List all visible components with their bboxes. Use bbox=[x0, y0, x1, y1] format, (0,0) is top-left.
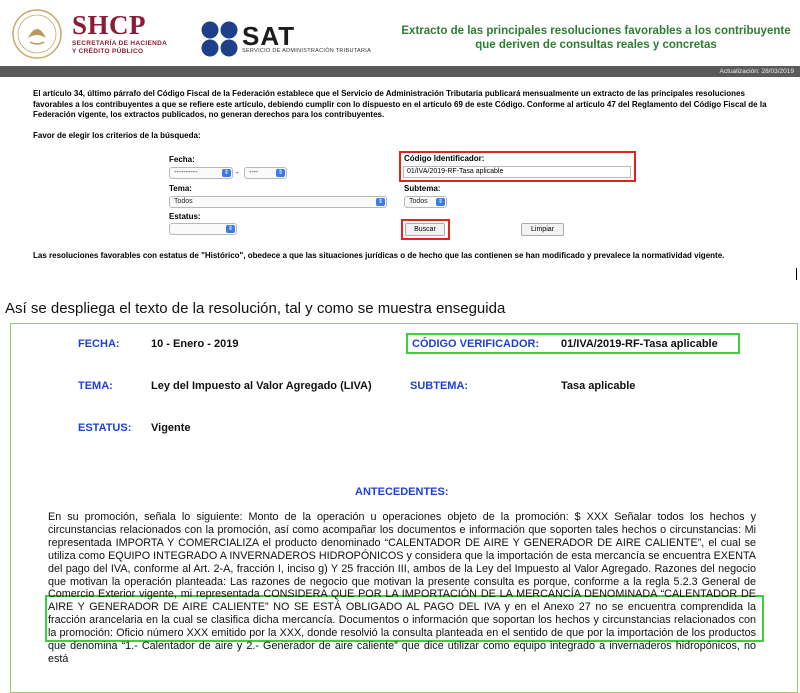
fecha-label: Fecha: bbox=[169, 155, 195, 164]
antecedentes-heading: ANTECEDENTES: bbox=[355, 486, 449, 498]
intro-paragraph: El artículo 34, último párrafo del Código Fiscal de la Federación establece que el Servicio de Administración Tributaria publicará mensualmente un extracto de las principales resoluciones favorables a los contribuyentes a que se refiere este artículo, debiendo cumplir con lo dispuesto en el artículo 69 de este Código. Conforme al artículo 47 del Reglamento del Código Fiscal de la Federación vigente, los extractos publicados, no generan derechos para los contribuyentes. bbox=[33, 89, 767, 119]
codigo-label: Código Identificador: bbox=[404, 154, 485, 163]
subtema-field-value: Tasa aplicable bbox=[561, 380, 636, 392]
estatus-select[interactable] bbox=[169, 223, 237, 235]
fecha-from-select[interactable]: ---------- ⇕ bbox=[169, 167, 233, 179]
limpiar-button[interactable]: Limpiar bbox=[521, 223, 564, 236]
search-instruction: Favor de elegir los criterios de la búsqueda: bbox=[33, 131, 201, 140]
fecha-field-label: FECHA: bbox=[78, 338, 120, 350]
tema-label: Tema: bbox=[169, 184, 192, 193]
shcp-logo-title: SHCP bbox=[72, 10, 147, 40]
codigo-input[interactable]: 01/IVA/2019-RF-Tasa aplicable bbox=[403, 166, 631, 178]
shcp-logo-subtitle: SECRETARÍA DE HACIENDA Y CRÉDITO PÚBLICO bbox=[72, 40, 168, 55]
sat-logo-subtitle: SERVICIO DE ADMINISTRACIÓN TRIBUTARIA bbox=[242, 48, 372, 54]
estatus-field-value: Vigente bbox=[151, 422, 191, 434]
estatus-label: Estatus: bbox=[169, 212, 201, 221]
fecha-field-value: 10 - Enero - 2019 bbox=[151, 338, 239, 350]
subtema-label: Subtema: bbox=[404, 184, 441, 193]
fecha-to-select[interactable]: ---- ⇕ bbox=[244, 167, 287, 179]
tema-select[interactable]: Todos ⇕ bbox=[169, 196, 387, 208]
tema-field-label: TEMA: bbox=[78, 380, 113, 392]
update-bar: Actualización: 28/03/2019 bbox=[0, 66, 800, 77]
caption: Así se despliega el texto de la resolución, tal y como se muestra enseguida bbox=[5, 300, 506, 317]
antecedentes-text: En su promoción, señala lo siguiente: Monto de la operación u operaciones objeto de la promoción: $ XXX Señalar todos los hechos y circunstancias relacionados con la promoción, así como acompañar los documentos e información que soporten tales hechos o circunstancias: Mi representada IMPORTA Y COMERCIALIZA el producto denominado “CALENTADOR DE AIRE Y GENERADOR DE AIRE CALIENTE”, el cual se utiliza como EQUIPO INTEGRADO A INVERNADEROS HIDROPÓNICOS y considera que la importación de esta mercancía se encuentra EXENTA del pago del IVA, conforme al Art. 2-A, fracción I, inciso g) Y 25 fracción III, ambos de la Ley del Impuesto al Valor Agregado. Razones del negocio que motivan la operación planteada: Las razones de negocio que motivan la presente consulta es porque, conforme a la regla 5.2.3 General de Comercio Exterior vigente, mi representada CONSIDERA QUE POR LA IMPORTACIÓN DE LA MERCANCÍA DENOMINADA “CALENTADOR DE AIRE Y GENERADOR DE AIRE CALIENTE” NO SE ESTÁ OBLIGADO AL PAGO DEL IVA y en el Anexo 27 no se encuentra comprendida la fracción arancelaria en la cual se clasifica dicha mercancía. Documentos o información que soportan los hechos y circunstancias relacionados con la promoción: Oficio número XXX emitido por la XXX, donde resolvió la consulta planteada en el sentido de que por la importación de los productos que denomina “1.- Calentador de aire y 2.- Generador de aire caliente” que dice utilizar como equipo integrado a invernaderos hidropónicos, no está bbox=[48, 511, 756, 665]
chevron-updown-icon: ⇕ bbox=[377, 199, 384, 205]
text-cursor bbox=[796, 268, 797, 280]
subtema-select[interactable]: Todos ⇕ bbox=[404, 196, 447, 208]
estatus-field-label: ESTATUS: bbox=[78, 422, 132, 434]
mexico-coat-of-arms-icon bbox=[8, 8, 66, 60]
page-header bbox=[0, 0, 800, 66]
chevron-updown-icon: ⇕ bbox=[277, 170, 284, 176]
chevron-updown-icon: ⇕ bbox=[437, 199, 444, 205]
sat-logo-title: SAT bbox=[242, 21, 296, 51]
page-heading: Extracto de las principales resoluciones favorables a los contribuyente que deriven de consultas reales y concretas bbox=[401, 25, 791, 51]
fecha-separator: - bbox=[236, 168, 239, 177]
codigo-verificador-label: CÓDIGO VERIFICADOR: bbox=[412, 338, 540, 350]
chevron-updown-icon: ⇕ bbox=[223, 170, 230, 176]
chevron-updown-icon: ⇕ bbox=[227, 226, 234, 232]
tema-field-value: Ley del Impuesto al Valor Agregado (LIVA) bbox=[151, 380, 372, 392]
sat-logo-icon bbox=[200, 20, 240, 58]
buscar-button[interactable]: Buscar bbox=[405, 223, 445, 236]
subtema-field-label: SUBTEMA: bbox=[410, 380, 469, 392]
codigo-verificador-value: 01/IVA/2019-RF-Tasa aplicable bbox=[561, 338, 718, 350]
historico-note: Las resoluciones favorables con estatus de "Histórico", obedece a que las situaciones jurídicas o de hecho que las contienen se han modificado y prevalece la normatividad vigente. bbox=[33, 251, 725, 260]
